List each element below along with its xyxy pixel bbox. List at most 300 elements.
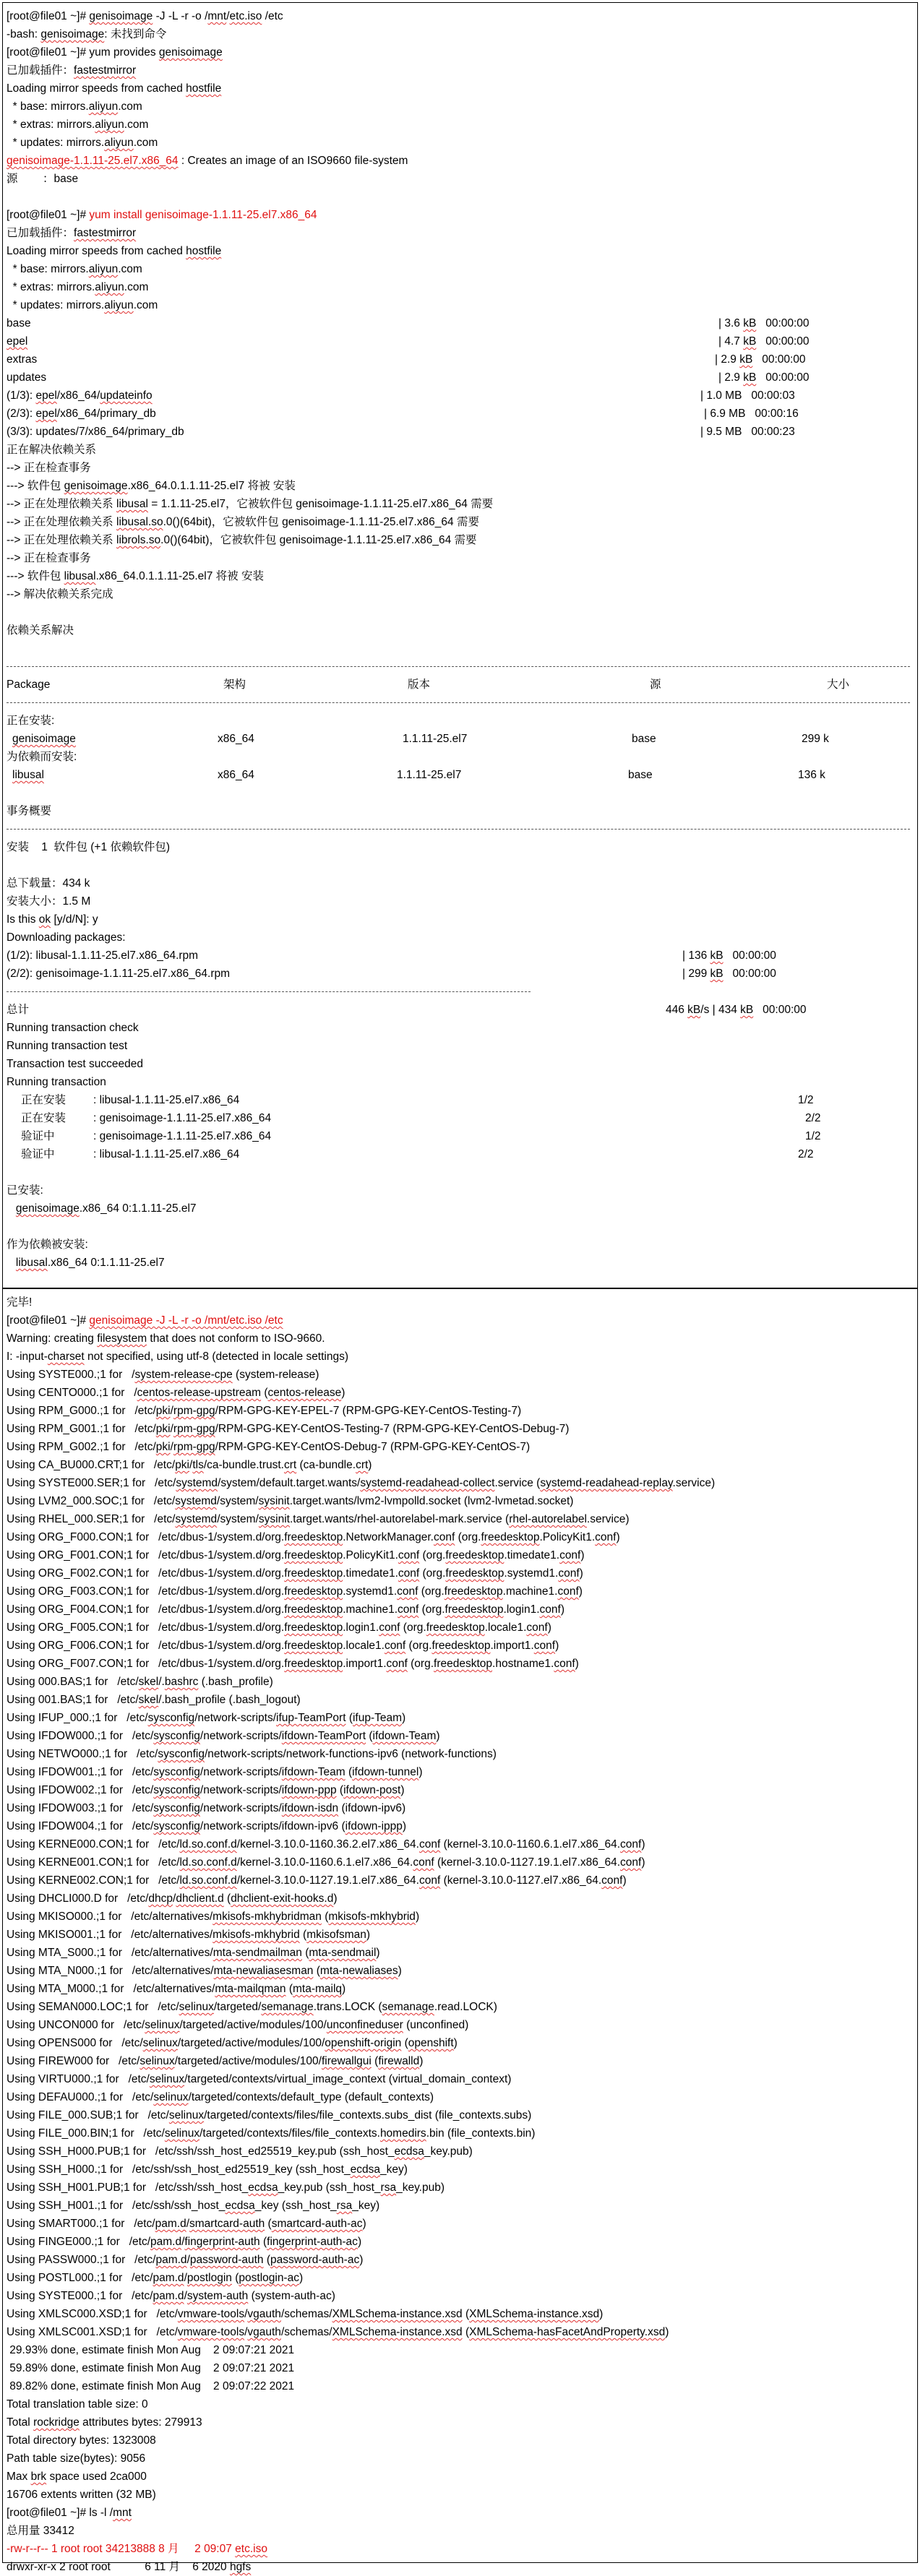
text-segment: .com [118,263,142,275]
text-segment: Transaction test succeeded [7,1058,143,1070]
text-segment: (ifdown-ipv6) [338,1802,406,1814]
text-segment: | 4.7 [718,335,744,348]
log-line [7,116,917,134]
text-segment: /x86_64/ [56,389,100,402]
log-line [7,2052,917,2070]
log-line [7,1384,917,1402]
text-segment: / [184,2272,187,2284]
text-segment: ) [436,1730,440,1742]
text-segment: selinux [149,2073,185,2085]
log-line [7,1163,917,1181]
log-line [7,1019,917,1037]
text-segment: * base: mirrors. [7,100,89,113]
text-segment: conf [398,1603,419,1616]
text-segment: | 1.0 MB 00:00:03 [700,389,795,402]
text-segment: Using NETWO000.;1 for /etc/ [7,1748,158,1760]
text-segment: XMLSchema-instance.xsd [469,2308,600,2320]
text-segment: base [7,317,31,329]
table-row [7,766,917,784]
log-line [7,25,917,43]
text-segment: conf [398,1549,420,1561]
text-segment: updateinfo [100,389,153,402]
text-segment: ifdown-Team [281,1766,345,1778]
text-segment: .locale1. [484,1621,527,1634]
text-segment: 已加载插件： [7,64,74,77]
text-segment: Using FILE_000.SUB;1 for /etc/ [7,2109,169,2121]
log-line [7,332,917,350]
text-segment: 完毕! [7,1296,33,1309]
text-segment: 1/2 [805,1130,821,1142]
text-segment: (1/2): libusal-1.1.11-25.el7.x86_64.rpm [7,949,199,962]
text-segment: /system/ [216,1495,259,1507]
text-segment: vmware-tools [177,2326,245,2338]
text-segment: /schemas/ [280,2326,332,2338]
text-segment: /targeted/active/modules/100/ [177,2037,325,2049]
text-segment: XMLSchema-instance.xsd [332,2326,463,2338]
log-line [7,838,917,856]
text-segment: mkisofs-mkhybridman [212,1911,322,1923]
text-segment: system-auth [186,2290,249,2302]
text-segment: Using FINGE000.;1 for /etc/ [7,2236,150,2248]
log-line [7,856,917,874]
text-segment: ( [345,1712,353,1724]
text-segment: centos-release [267,1387,342,1399]
text-segment: conf [559,1549,581,1561]
text-segment: freedesktop [284,1531,343,1543]
log-line [7,1546,917,1564]
log-line [7,1601,917,1619]
text-segment: 作为依赖被安装: [7,1239,88,1251]
text-segment: ) [419,2055,424,2067]
log-line [7,405,917,423]
text-segment: ) [555,1640,559,1652]
text-segment: sysconfig [153,1784,200,1796]
text-segment: conf [526,1621,548,1634]
log-line [7,43,917,61]
text-segment: rhel-autorelabel [509,1513,587,1525]
text-segment: conf [595,1531,617,1543]
text-segment: Using 000.BAS;1 for /etc/ [7,1676,139,1688]
text-segment: (3/3): updates/7/x86_64/primary_db [7,426,184,438]
text-segment: charset [47,1351,85,1363]
text-segment: 安装大小：1.5 M [7,895,91,908]
text-segment: 299 k [802,733,829,745]
text-segment: attributes bytes: 279913 [79,2416,202,2429]
text-segment: conf [539,1603,561,1616]
text-segment: .x86_64.0.1.1.11-25.el7 将被 安装 [95,570,264,582]
text-segment: conf [533,1640,556,1652]
text-segment: pam.d [150,2236,182,2248]
text-segment: conf [386,1658,408,1670]
text-segment: freedesktop [445,1549,505,1561]
text-segment: Using IFDOW003.;1 for /etc/ [7,1802,154,1814]
text-segment: epel [7,335,28,348]
text-segment: Using ORG_F006.CON;1 for /etc/dbus-1/system.d/org. [7,1640,285,1652]
text-segment: ) [665,2326,669,2338]
text-segment: (org. [419,1549,446,1561]
text-segment: ifdown-ippp [345,1820,403,1832]
log-line [7,2088,917,2106]
log-line [7,1745,917,1763]
text-segment: freedesktop [284,1567,343,1580]
text-segment: selinux [179,2001,214,2013]
log-line [7,1871,917,1890]
text-segment: kB [740,1004,754,1016]
text-segment: /targeted/contexts/files/file_contexts. [199,2127,380,2140]
text-segment: kB [710,949,724,962]
log-line [7,585,917,603]
log-line [7,2179,917,2197]
text-segment: ifup-TeamPort [276,1712,346,1724]
log-line [7,278,917,296]
text-segment: .import1. [490,1640,534,1652]
text-segment: fastestmirror [74,64,137,77]
log-line [7,1619,917,1637]
log-line [7,1691,917,1709]
text-segment: freedesktop [444,1585,503,1598]
text-segment: ) [402,1712,406,1724]
text-segment: Using SMART000.;1 for /etc/ [7,2218,155,2230]
text-segment: ) [580,1549,585,1561]
text-segment: /s | 434 [700,1004,741,1016]
text-segment: ) [357,2236,362,2248]
log-line [7,2287,917,2305]
text-segment: freedesktop [445,1567,505,1580]
text-segment: conf [554,1658,575,1670]
download-stats [700,423,795,441]
log-line [7,1799,917,1817]
text-segment: * base: mirrors. [7,263,89,275]
log-line [7,1944,917,1962]
text-segment: conf [418,1874,441,1887]
separator-line [7,658,917,676]
text-segment: 已加载插件： [7,227,74,239]
text-segment: Using UNCON000 for /etc/ [7,2019,145,2031]
text-segment: --> 正在处理依赖关系 [7,498,116,510]
text-segment: ecdsa [394,2145,424,2158]
text-segment: ) [366,1929,371,1941]
log-line [7,1637,917,1655]
text-segment: mta-sendmail [309,1947,377,1959]
text-segment: Using CA_BU000.CRT;1 for /etc/ [7,1459,176,1471]
text-segment: (org. [418,1603,445,1616]
log-line [7,1402,917,1420]
text-segment: ) [398,1965,402,1977]
text-segment: aliyun [88,100,119,113]
text-segment: Using SYSTE000.;1 for / [7,1369,135,1381]
text-segment: ( [299,1929,307,1941]
text-segment: XMLSchema-instance.xsd [332,2308,463,2320]
text-segment: unconfineduser [326,2019,403,2031]
text-segment: genisoimage -J -L -r -o /mnt/etc.iso /etc [89,1314,283,1327]
text-segment: pam.d [153,2290,184,2302]
text-segment: (system-auth-ac) [248,2290,335,2302]
log-line [7,188,917,206]
text-segment: genisoimage [89,10,153,22]
log-line [7,1311,917,1330]
text-segment: 1/2 [798,1094,814,1106]
text-segment: Max [7,2471,31,2483]
text-segment: Using IFDOW004.;1 for /etc/ [7,1820,154,1832]
text-segment: * extras: mirrors. [7,281,95,293]
text-segment: sysconfig [147,1712,195,1724]
text-segment: : genisoimage-1.1.11-25.el7.x86_64 [93,1112,272,1124]
text-segment: _key) [380,2163,408,2176]
text-segment: (org. [455,1531,481,1543]
text-segment: vgauth [247,2326,281,2338]
text-segment: .com [124,281,149,293]
text-segment: 89.82% done, estimate finish Mon Aug 2 09:07:22 2021 [7,2380,295,2392]
text-segment: 正在安装 [21,1112,66,1124]
log-line [7,1330,917,1348]
text-segment: Using PASSW000.;1 for /etc/ [7,2254,156,2266]
text-segment: freedesktop [284,1549,343,1561]
log-line [7,1456,917,1474]
text-segment: Using IFDOW001.;1 for /etc/ [7,1766,154,1778]
text-segment: Using ORG_F003.CON;1 for /etc/dbus-1/system.d/org. [7,1585,285,1598]
text-segment: freedesktop [284,1621,343,1634]
text-segment: Path table size(bytes): 9056 [7,2452,146,2465]
text-segment: .com [133,299,158,311]
text-segment: mkisofs-mkhybrid [212,1929,300,1941]
text-segment: firewalld [378,2055,420,2067]
text-segment: (org. [405,1640,432,1652]
text-segment: [root@file01 ~]# [7,10,90,22]
dashed-rule [7,991,531,992]
text-segment: password-auth-ac [270,2254,360,2266]
text-segment: mta-sendmailman [212,1947,302,1959]
text-segment: 00:00:00 [756,371,810,384]
text-segment: Using MKISO001.;1 for /etc/alternatives/ [7,1929,213,1941]
text-segment: ) [400,1784,405,1796]
log-line [7,1781,917,1799]
text-segment: aliyun [104,137,134,149]
text-segment: Using CENTO000.;1 for / [7,1387,137,1399]
text-segment: /targeted/contexts/files/file_contexts.subs_dist (file_contexts.subs) [204,2109,532,2121]
text-segment: conf [558,1567,580,1580]
text-segment: -rw-r--r-- 1 root root 34213888 8 月 2 09:07 [7,2543,236,2555]
text-segment: * updates: mirrors. [7,299,105,311]
text-segment: kB [743,371,757,384]
text-segment: conf [398,1567,420,1580]
text-segment: | 299 [682,968,711,980]
text-segment: Using SYSTE000.SER;1 for /etc/ [7,1477,176,1489]
text-segment: sysconfig [153,1820,200,1832]
log-cell [3,3,917,1288]
text-segment: Using ORG_F007.CON;1 for /etc/dbus-1/system.d/org. [7,1658,285,1670]
text-segment: brk [30,2471,47,2483]
text-segment: _key (ssh_host_ [254,2200,337,2212]
text-segment: ) [453,2037,458,2049]
text-segment: .0()(64bit)，它被软件包 genisoimage-1.1.11-25.el7.x86_64 需要 [160,534,477,546]
text-segment: ) [368,1459,372,1471]
text-segment: * extras: mirrors. [7,119,95,131]
text-segment: postlogin [186,2272,232,2284]
text-segment: kB [710,968,724,980]
text-segment: freedesktop [445,1603,504,1616]
log-line [7,314,917,332]
text-segment: rpm-gpg [173,1405,215,1417]
text-segment: ( [265,2218,272,2230]
text-segment: Using RHEL_000.SER;1 for /etc/ [7,1513,176,1525]
text-segment: ( [371,2055,379,2067]
text-segment: .import1. [343,1658,387,1670]
text-segment: ) [599,2308,604,2320]
log-cell [3,1289,917,2573]
text-segment [7,1202,16,1215]
text-segment: Running transaction check [7,1022,139,1034]
text-segment: [y/d/N]: y [51,913,98,926]
log-line [7,2558,917,2576]
text-segment: ---> 软件包 [7,480,64,492]
text-segment: ) [547,1621,551,1634]
text-segment: .login1. [343,1621,379,1634]
text-segment: Running transaction [7,1076,106,1088]
text-segment: 版本 [408,679,431,691]
text-segment: 验证中 [21,1130,55,1142]
text-segment: _key.pub (ssh_host_ [278,2181,381,2194]
separator-line [7,820,917,838]
text-segment: ifdown-isdn [281,1802,339,1814]
text-segment: .systemd1. [343,1585,398,1598]
text-segment: /RPM-GPG-KEY-CentOS-Testing-7 (RPM-GPG-KEY-CentOS-Debug-7) [215,1423,570,1435]
text-segment: skel [138,1694,159,1706]
text-segment: selinux [168,2109,205,2121]
text-segment: libusal.so [116,516,163,528]
log-line [7,224,917,242]
text-segment: : 未找到命令 [104,28,167,40]
log-line [7,2359,917,2377]
text-segment: base [628,769,653,781]
text-segment: / [170,1405,173,1417]
text-segment: 00:00:00 [723,968,776,980]
log-line [7,1492,917,1510]
text-segment: /.bash_profile (.bash_logout) [158,1694,301,1706]
log-line [7,1037,917,1055]
text-segment: conf [620,1856,642,1869]
text-segment: ( [462,2326,470,2338]
text-segment: mnt [113,2507,132,2519]
text-segment: /. [158,1676,165,1688]
text-segment: ifup-Team [352,1712,403,1724]
text-segment: | 136 [682,949,711,962]
text-segment: .x86_64 0:1.1.11-25.el7 [47,1257,165,1269]
log-line [7,350,917,369]
text-segment: .login1. [503,1603,540,1616]
log-line [7,170,917,188]
text-segment: .trans.LOCK ( [313,2001,382,2013]
text-segment: (system-release) [232,1369,319,1381]
text-segment: filesystem [97,1332,147,1345]
text-segment: openshift [408,2037,454,2049]
text-segment: 总下载量：434 k [7,877,90,889]
text-segment: Downloading packages: [7,931,126,944]
text-segment: Loading mirror speeds from cached [7,245,186,257]
text-segment: | 2.9 [715,353,740,366]
text-segment: ( [223,1892,231,1905]
text-segment: Using SSH_H000.PUB;1 for /etc/ssh/ssh_host_ed25519_key.pub (ssh_host_ [7,2145,395,2158]
text-segment: /network-scripts/ [199,1802,282,1814]
text-segment: 1.1.11-25.el7 [403,733,468,745]
log-line [7,2070,917,2088]
download-stats [704,405,799,423]
text-segment: .service ( [494,1477,541,1489]
log-line [7,1254,917,1272]
log-line [7,1980,917,1998]
text-segment: 大小 [827,679,850,691]
text-segment: fingerprint-auth-ac [267,2236,358,2248]
log-line [7,621,917,639]
text-segment: .machine1. [502,1585,558,1598]
text-segment: x86_64 [218,769,254,781]
text-segment: 00:00:00 [753,1004,807,1016]
log-line [7,459,917,477]
text-segment: genisoimage-1.1.11-25.el7.x86_64 [7,155,179,167]
text-segment: /network-scripts/ifdown-ipv6 ( [199,1820,345,1832]
text-segment: ( [366,1730,373,1742]
text-segment: / [184,2290,187,2302]
log-line [7,2486,917,2504]
log-line [7,513,917,531]
log-line [7,1510,917,1528]
text-segment: 正在安装 [21,1094,66,1106]
text-segment: .systemd1. [504,1567,559,1580]
download-stats [718,332,810,350]
text-segment: ifdown-ppp [281,1784,337,1796]
log-line [7,242,917,260]
text-segment: conf [384,1640,406,1652]
text-segment: ld.so.conf.d [179,1874,237,1887]
text-segment: ( [231,2272,239,2284]
text-segment: ( [263,2254,271,2266]
separator-line [7,983,917,1001]
log-line [7,1655,917,1673]
text-segment: --> 解决依赖关系完成 [7,588,113,600]
text-segment: Using VIRTU000.;1 for /etc/ [7,2073,150,2085]
text-segment: / [244,2308,248,2320]
dashed-rule [7,829,910,830]
dashed-rule [7,666,910,667]
text-segment: _key.pub) [396,2181,445,2194]
text-segment: ecdsa [225,2200,255,2212]
text-segment: mta-newaliasesman [213,1965,314,1977]
text-segment: genisoimage [40,28,105,40]
text-segment: Using ORG_F005.CON;1 for /etc/dbus-1/system.d/org. [7,1621,285,1634]
text-segment: etc.iso [229,10,262,22]
log-line [7,748,917,766]
text-segment: conf [620,1838,642,1851]
text-segment: 事务概要 [7,805,52,817]
text-segment: Using KERNE001.CON;1 for /etc/ [7,1856,180,1869]
text-segment: ifdown-tunnel [352,1766,419,1778]
text-segment: freedesktop [284,1585,343,1598]
text-segment: / [226,10,230,22]
text-segment: 正在安装: [7,715,55,727]
text-segment: 为依赖而安装: [7,751,77,763]
log-line [7,2233,917,2251]
text-segment: ( [261,1387,268,1399]
log-line [7,910,917,929]
text-segment: ) [560,1603,564,1616]
text-segment: 00:00:00 [756,317,810,329]
text-segment: selinux [139,2055,175,2067]
text-segment: ( [301,1947,309,1959]
text-segment: (org. [400,1621,426,1634]
text-segment: ( [321,1911,329,1923]
text-segment: 依赖关系解决 [7,624,74,637]
text-segment: _key.pub) [424,2145,473,2158]
text-segment: ( [462,2308,470,2320]
